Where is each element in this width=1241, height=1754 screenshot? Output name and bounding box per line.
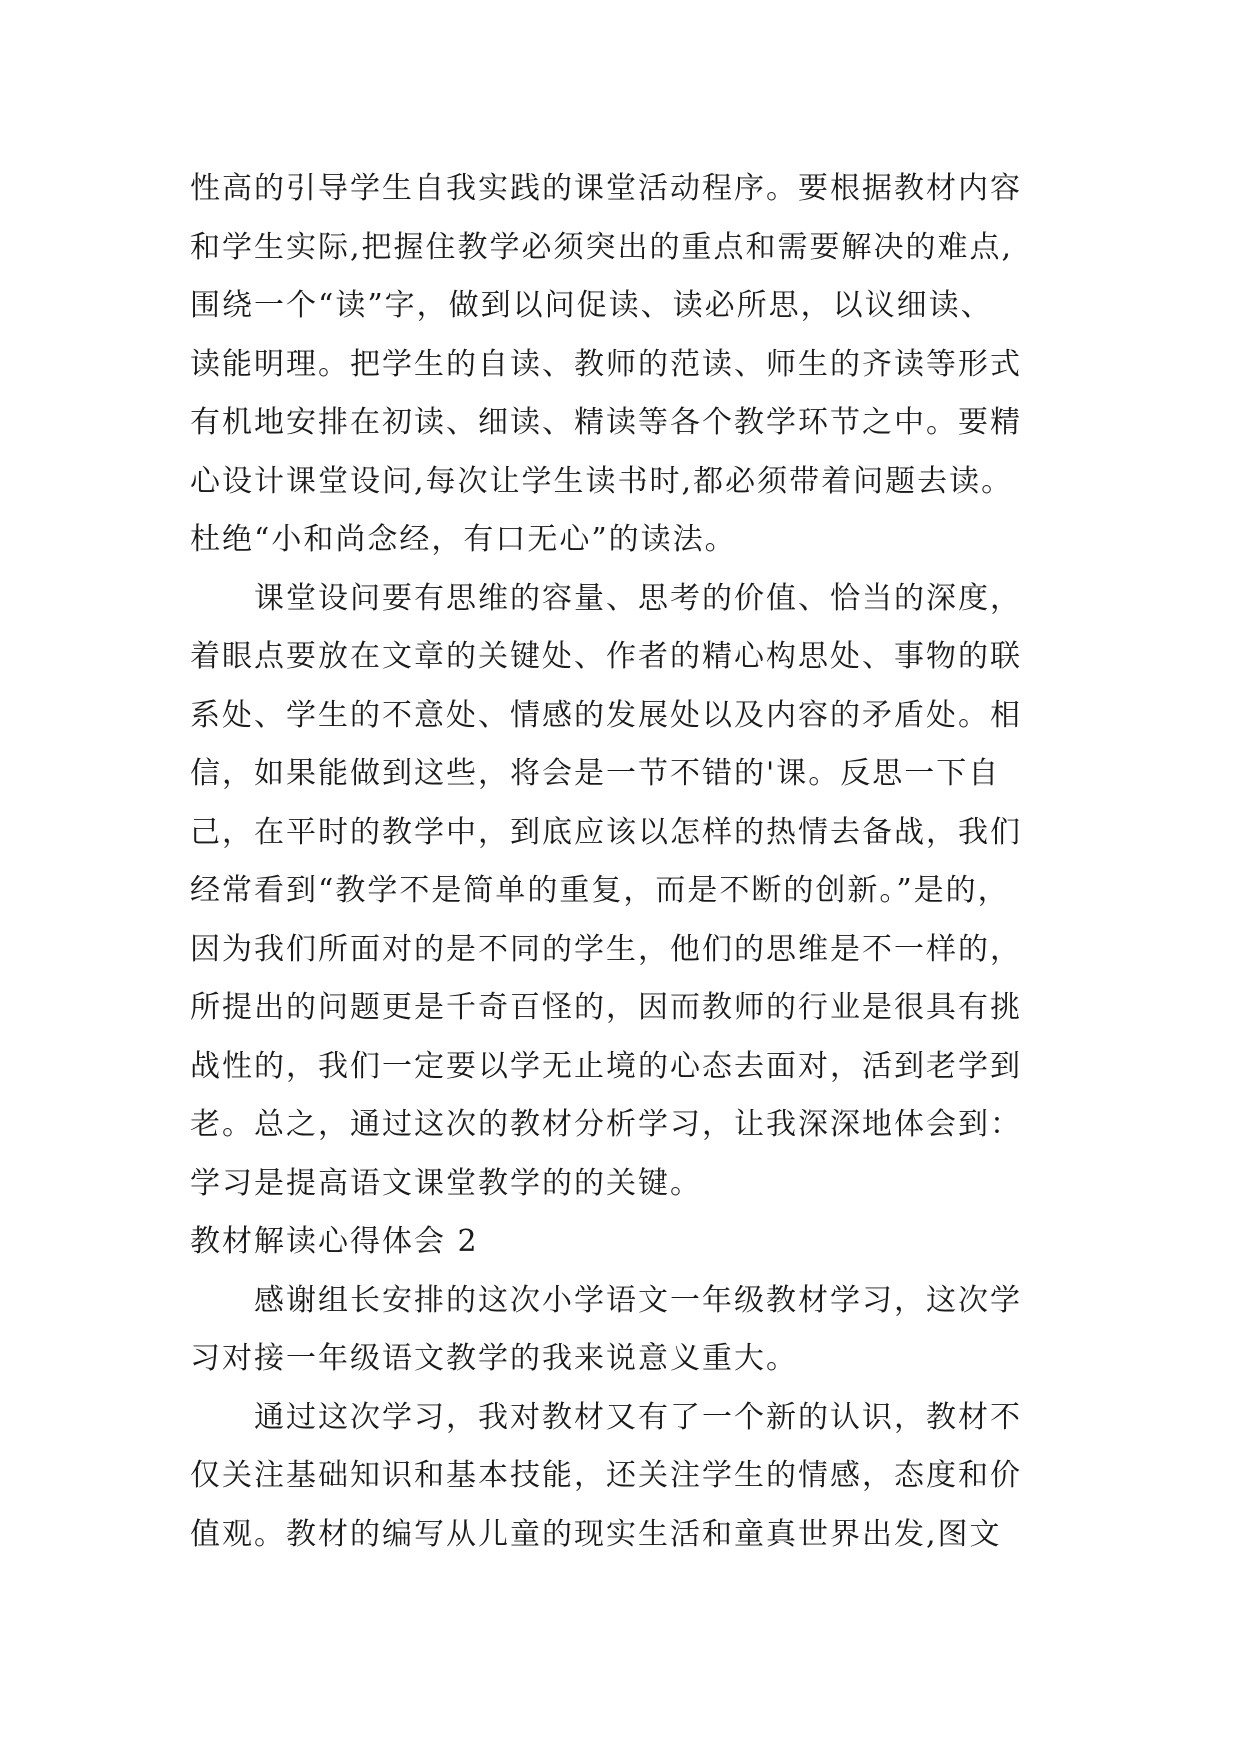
text-line: 读能明理。把学生的自读、教师的范读、师生的齐读等形式 bbox=[190, 346, 1022, 382]
text-line: 仅关注基础知识和基本技能，还关注学生的情感，态度和价 bbox=[190, 1458, 1022, 1493]
text-line: 信，如果能做到这些，将会是一节不错的'课。反思一下自 bbox=[190, 756, 1001, 791]
text-line: 经常看到“教学不是简单的重复，而是不断的创新。”是的， bbox=[190, 873, 1010, 908]
document-body bbox=[190, 160, 1090, 1564]
text-line: 围绕一个“读”字，做到以问促读、读必所思，以议细读、 bbox=[190, 288, 993, 323]
text-line: 感谢组长安排的这次小学语文一年级教材学习，这次学 bbox=[190, 1282, 1022, 1318]
text-line: 己，在平时的教学中，到底应该以怎样的热情去备战，我们 bbox=[190, 814, 1022, 850]
text-line: 性高的引导学生自我实践的课堂活动程序。要根据教材内容 bbox=[190, 171, 1022, 206]
text-line: 学习是提高语文课堂教学的的关键。 bbox=[190, 1165, 702, 1201]
text-line: 有机地安排在初读、细读、精读等各个教学环节之中。要精 bbox=[190, 405, 1022, 440]
text-line: 习对接一年级语文教学的我来说意义重大。 bbox=[190, 1341, 798, 1376]
text-line: 课堂设问要有思维的容量、思考的价值、恰当的深度， bbox=[190, 580, 1022, 616]
text-line: 因为我们所面对的是不同的学生，他们的思维是不一样的， bbox=[190, 931, 1022, 967]
text-line: 着眼点要放在文章的关键处、作者的精心构思处、事物的联 bbox=[190, 639, 1022, 674]
text-line: 所提出的问题更是千奇百怪的，因而教师的行业是很具有挑 bbox=[190, 990, 1022, 1025]
text-line: 和学生实际,把握住教学必须突出的重点和需要解决的难点, bbox=[190, 229, 1014, 265]
text-line: 心设计课堂设问,每次让学生读书时,都必须带着问题去读。 bbox=[190, 463, 1014, 499]
section-heading: 教材解读心得体会 2 bbox=[190, 1224, 479, 1259]
text-line: 值观。教材的编写从儿童的现实生活和童真世界出发,图文 bbox=[190, 1516, 1002, 1552]
text-line: 老。总之，通过这次的教材分析学习，让我深深地体会到： bbox=[190, 1107, 1022, 1142]
text-line: 战性的，我们一定要以学无止境的心态去面对，活到老学到 bbox=[190, 1048, 1022, 1084]
text-line: 通过这次学习，我对教材又有了一个新的认识，教材不 bbox=[190, 1399, 1022, 1435]
text-line: 杜绝“小和尚念经，有口无心”的读法。 bbox=[190, 522, 737, 557]
text-line: 系处、学生的不意处、情感的发展处以及内容的矛盾处。相 bbox=[190, 697, 1022, 733]
